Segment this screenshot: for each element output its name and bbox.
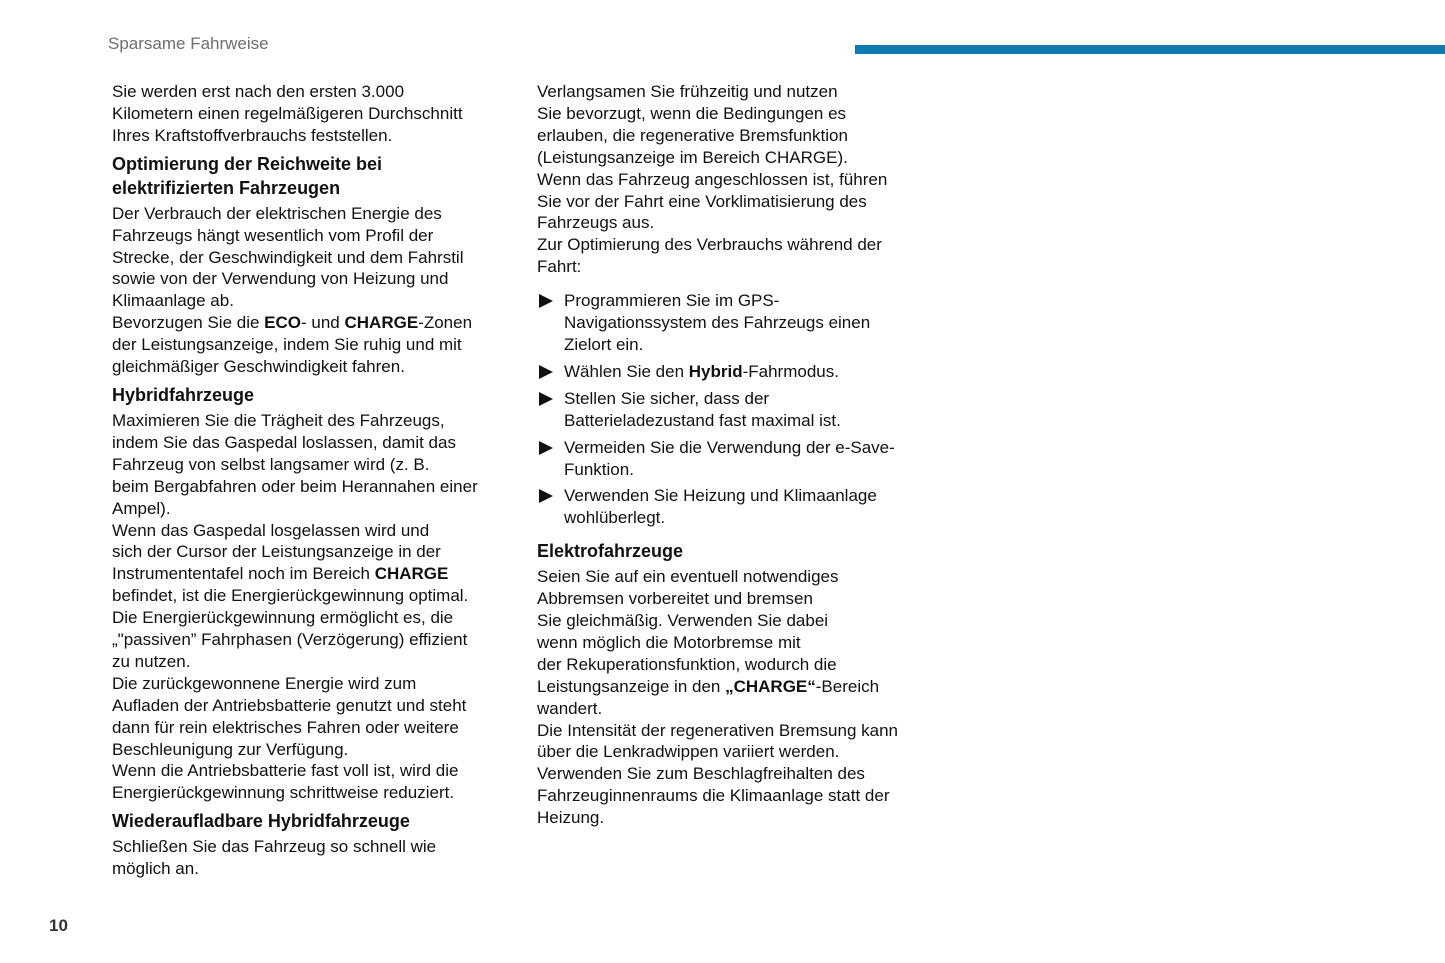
list-item: Programmieren Sie im GPS- Navigationssystem des Fahrzeugs einen Zielort ein.: [537, 290, 937, 356]
bullet-arrow-icon: [539, 489, 553, 503]
hybrid-paragraph-4: Die zurückgewonnene Energie wird zum Aufladen der Antriebsbatterie genutzt und steht dann für rein elektrisches Fahren oder weitere Beschleunigung zur Verfügung.: [112, 673, 467, 759]
right-column: [537, 81, 937, 829]
hybrid-paragraph-2: Wenn das Gaspedal losgelassen wird und sich der Cursor der Leistungsanzeige in der Instrumententafel noch im Bereich CHARGE befindet, ist die Energierückgewinnung optimal.: [112, 520, 469, 606]
heading-hybrid: Hybridfahrzeuge: [112, 384, 255, 405]
page-number: 10: [49, 916, 68, 935]
charge-label: „CHARGE“: [725, 676, 816, 696]
list-item: Verwenden Sie Heizung und Klimaanlage wohlüberlegt.: [537, 485, 937, 529]
hybrid-paragraph-5: Wenn die Antriebsbatterie fast voll ist, wird die Energierückgewinnung schrittweise reduziert.: [112, 761, 459, 803]
charge-label: CHARGE: [344, 313, 419, 333]
zones-paragraph: Bevorzugen Sie die ECO- und CHARGE-Zonen der Leistungsanzeige, indem Sie ruhig und mit gleichmäßiger Geschwindigkeit fahren.: [112, 313, 473, 377]
bullet-arrow-icon: [539, 441, 553, 455]
header-accent-bar: [855, 45, 1445, 54]
bullet-arrow-icon: [539, 294, 553, 308]
list-item: Wählen Sie den Hybrid-Fahrmodus.: [537, 361, 937, 383]
section-title: Sparsame Fahrweise: [108, 34, 269, 53]
bullet-arrow-icon: [539, 365, 553, 379]
plugin-paragraph: Schließen Sie das Fahrzeug so schnell wie möglich an.: [112, 837, 437, 879]
heading-range-optimization: Optimierung der Reichweite bei elektrifizierten Fahrzeugen: [112, 153, 383, 198]
slow-down-paragraph: Verlangsamen Sie frühzeitig und nutzen Sie bevorzugt, wenn die Bedingungen es erlauben, die regenerative Bremsfunktion (Leistungsanzeige im Bereich CHARGE).: [537, 82, 848, 167]
electric-paragraph-1: Seien Sie auf ein eventuell notwendiges Abbremsen vorbereitet und bremsen Sie gleichmäßig. Verwenden Sie dabei wenn möglich die Motorbremse mit der Rekuperationsfunktion, wodurch die Leistungsanzeige in den „CHARGE“-Bereich wandert.: [537, 567, 880, 718]
eco-label: ECO: [264, 313, 301, 333]
list-item: Stellen Sie sicher, dass der Batterieladezustand fast maximal ist.: [537, 388, 937, 432]
tips-list: [537, 290, 937, 529]
electric-paragraph-2: Die Intensität der regenerativen Bremsung kann über die Lenkradwippen variiert werden.: [537, 720, 898, 762]
charge-label: CHARGE: [374, 564, 449, 584]
optimization-intro: Zur Optimierung des Verbrauchs während der Fahrt:: [537, 235, 882, 277]
electric-paragraph-3: Verwenden Sie zum Beschlagfreihalten des Fahrzeuginnenraums die Klimaanlage statt der Heizung.: [537, 764, 890, 828]
hybrid-paragraph-1: Maximieren Sie die Trägheit des Fahrzeugs, indem Sie das Gaspedal loslassen, damit das Fahrzeug von selbst langsamer wird (z. B. beim Bergabfahren oder beim Herannahen einer Ampel).: [112, 410, 478, 518]
hybrid-paragraph-3: Die Energierückgewinnung ermöglicht es, die „"passiven” Fahrphasen (Verzögerung) effizient zu nutzen.: [112, 608, 468, 671]
preconditioning-paragraph: Wenn das Fahrzeug angeschlossen ist, führen Sie vor der Fahrt eine Vorklimatisierung des Fahrzeugs aus.: [537, 169, 888, 233]
bullet-arrow-icon: [539, 392, 553, 406]
heading-plugin-hybrid: Wiederaufladbare Hybridfahrzeuge: [112, 811, 410, 832]
heading-electric: Elektrofahrzeuge: [537, 541, 684, 562]
left-column: [112, 81, 520, 880]
range-paragraph: Der Verbrauch der elektrischen Energie des Fahrzeugs hängt wesentlich vom Profil der Strecke, der Geschwindigkeit und dem Fahrstil sowie von der Verwendung von Heizung und Klimaanlage ab.: [112, 203, 464, 311]
intro-paragraph: Sie werden erst nach den ersten 3.000 Kilometern einen regelmäßigeren Durchschnitt Ihres Kraftstoffverbrauchs feststellen.: [112, 82, 463, 145]
list-item: Vermeiden Sie die Verwendung der e-Save- Funktion.: [537, 437, 937, 481]
